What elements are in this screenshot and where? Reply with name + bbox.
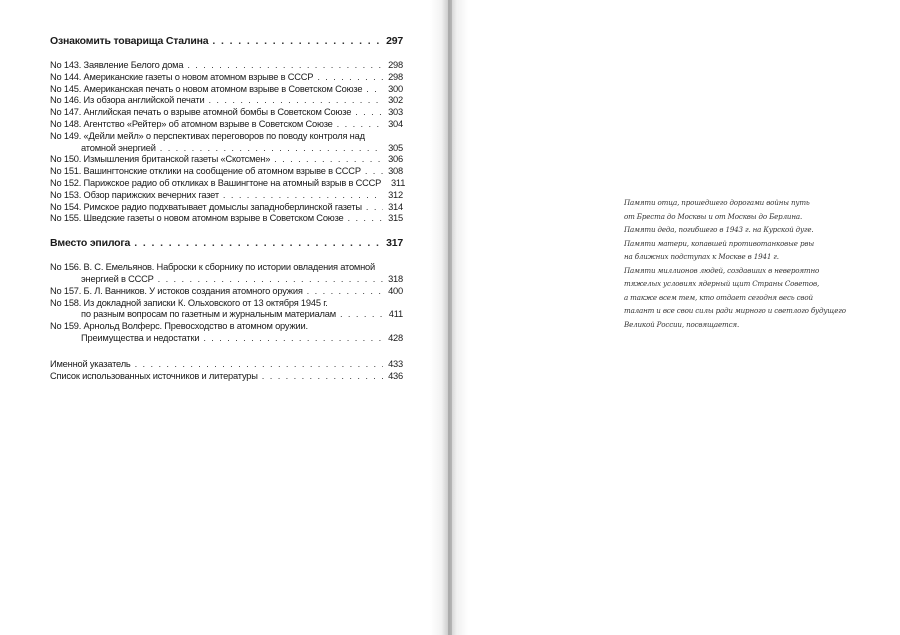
toc-entry[interactable] [50, 298, 403, 322]
toc-page-number: 311 [390, 177, 406, 188]
toc-entry-title: No 145. Американская печать о новом атомном взрыве в Советском Союзе [50, 83, 363, 94]
toc-entry[interactable] [50, 321, 403, 345]
toc-page-number: 312 [388, 189, 403, 200]
toc-page-number: 317 [386, 237, 403, 250]
toc-entry-title: No 157. Б. Л. Ванников. У истоков создания атомного оружия [50, 285, 303, 296]
toc-entry-title-cont: атомной энергией [81, 142, 156, 153]
dedication-line: Памяти деда, погибшего в 1943 г. на Курской дуге. [624, 225, 814, 234]
toc-page-number: 411 [388, 309, 403, 320]
toc-entry[interactable] [50, 166, 403, 178]
toc-entry-continuation [50, 309, 403, 321]
spacer [50, 345, 403, 359]
dot-leader [348, 213, 384, 225]
toc-entry[interactable] [50, 177, 406, 190]
toc-entry-title: Именной указатель [50, 358, 131, 369]
toc-entry-title-cont: по разным вопросам по газетным и журнальным материалам [81, 309, 336, 320]
toc-entry-title: No 156. В. С. Емельянов. Наброски к сборнику по истории овладения атомной [50, 262, 375, 273]
table-of-contents [50, 34, 406, 382]
toc-entry-title: No 148. Агентство «Рейтер» об атомном взрыве в Советском Союзе [50, 118, 333, 129]
dedication-line: Памяти миллионов людей, создавших в невероятно [624, 265, 820, 275]
toc-page-number: 318 [388, 273, 403, 284]
toc-page-number: 300 [388, 83, 403, 94]
toc-entry[interactable] [50, 60, 403, 72]
toc-page-number: 302 [388, 95, 403, 106]
dot-leader [135, 359, 383, 371]
toc-entry-title: No 147. Английская печать о взрыве атомной бомбы в Советском Союзе [50, 107, 352, 118]
toc-entry[interactable] [50, 84, 403, 96]
toc-entry-title: No 153. Обзор парижских вечерних газет [50, 189, 219, 200]
toc-entry-title: No 154. Римское радио подхватывает домыслы западноберлинской газеты [50, 201, 362, 212]
toc-page-number: 315 [388, 213, 403, 224]
dot-leader [158, 274, 383, 286]
toc-section-title: Ознакомить товарища Сталина [50, 35, 209, 47]
toc-page-number: 298 [388, 60, 403, 70]
dot-leader [274, 154, 383, 166]
toc-entry[interactable] [50, 95, 403, 107]
right-page [452, 0, 900, 635]
toc-section-heading[interactable] [50, 34, 403, 48]
toc-entry[interactable] [50, 286, 403, 298]
toc-entry-title: No 143. Заявление Белого дома [50, 60, 184, 70]
dedication-line: от Бреста до Москвы и от Москвы до Берлина. [624, 211, 803, 221]
dot-leader [160, 143, 383, 155]
dot-leader [366, 84, 383, 96]
dedication-line: а также всем тем, кто отдает сегодня весь свой [624, 292, 813, 302]
toc-entry-title: No 150. Измышления британской газеты «Скотсмен» [50, 154, 271, 165]
toc-entry[interactable] [50, 107, 403, 119]
toc-entry[interactable] [50, 154, 403, 166]
dot-leader [355, 107, 383, 119]
toc-page-number: 297 [386, 35, 403, 47]
dot-leader [223, 190, 383, 202]
toc-page-number: 298 [388, 71, 403, 82]
dot-leader [203, 333, 383, 345]
dedication-line: тяжелых условиях ядерный щит Страны Советов, [624, 279, 820, 288]
dedication-line: Великой России, посвящается. [624, 319, 740, 329]
toc-page-number: 436 [388, 370, 403, 381]
dedication-line: Памяти отца, прошедшего дорогами войны путь [624, 198, 810, 207]
dot-leader [262, 371, 383, 383]
toc-page-number: 304 [388, 118, 403, 129]
toc-entry-sources[interactable] [50, 371, 403, 383]
toc-entry-title-cont: энергией в СССР [81, 273, 154, 284]
toc-entry-continuation [50, 333, 403, 345]
toc-entry-title: No 155. Шведские газеты о новом атомном взрыве в Советском Союзе [50, 213, 344, 224]
left-page [0, 0, 448, 635]
toc-entry-continuation [50, 274, 403, 286]
toc-page-number: 314 [388, 201, 403, 212]
toc-entry-title: No 146. Из обзора английской печати [50, 95, 205, 106]
toc-entry-title: No 158. Из докладной записки К. Ольховского от 13 октября 1945 г. [50, 297, 328, 308]
toc-entry-continuation [50, 143, 403, 155]
toc-entry-title: No 144. Американские газеты о новом атомном взрыве в СССР [50, 71, 314, 82]
toc-page-number: 303 [388, 107, 403, 118]
dot-leader [212, 34, 382, 48]
dot-leader [340, 309, 383, 321]
toc-entry-title-cont: Преимущества и недостатки [81, 332, 200, 343]
toc-entry-title: Список использованных источников и литературы [50, 370, 258, 381]
dot-leader [366, 202, 383, 214]
toc-entry[interactable] [50, 262, 403, 286]
dot-leader [365, 166, 383, 178]
toc-page-number: 306 [388, 154, 403, 165]
toc-page-number: 305 [388, 142, 403, 153]
toc-entry[interactable] [50, 119, 403, 131]
dot-leader [134, 236, 382, 250]
toc-entry-title: No 151. Вашингтонские отклики на сообщение об атомном взрыве в СССР [50, 166, 361, 177]
dedication-line: Памяти матери, копавшей противотанковые рвы [624, 238, 814, 248]
toc-page-number: 308 [388, 166, 403, 177]
dedication [624, 196, 874, 331]
dot-leader [307, 286, 383, 298]
dot-leader [317, 72, 383, 84]
toc-page-number: 428 [388, 332, 403, 343]
toc-section-title: Вместо эпилога [50, 237, 131, 250]
toc-entry[interactable] [50, 72, 403, 84]
toc-entry[interactable] [50, 131, 403, 155]
dot-leader [187, 60, 383, 72]
toc-entry[interactable] [50, 213, 403, 225]
dot-leader [337, 119, 383, 131]
toc-page-number: 433 [388, 358, 403, 369]
toc-entry[interactable] [50, 190, 403, 202]
dedication-line: талант и все свои силы ради мирного и светлого будущего [624, 306, 846, 315]
toc-entry-name-index[interactable] [50, 359, 403, 371]
toc-entry-title: No 159. Арнольд Волферс. Превосходство в атомном оружии. [50, 321, 308, 332]
toc-entry[interactable] [50, 202, 403, 214]
dot-leader [208, 95, 383, 107]
toc-entry-title: No 149. «Дейли мейл» о перспективах переговоров по поводу контроля над [50, 130, 365, 141]
toc-entry-title: No 152. Парижское радио об откликах в Вашингтоне на атомный взрыв в СССР [50, 177, 382, 188]
dedication-line: на ближних подступах к Москве в 1941 г. [624, 252, 779, 261]
toc-page-number: 400 [388, 285, 403, 296]
toc-section-heading[interactable] [50, 236, 403, 250]
